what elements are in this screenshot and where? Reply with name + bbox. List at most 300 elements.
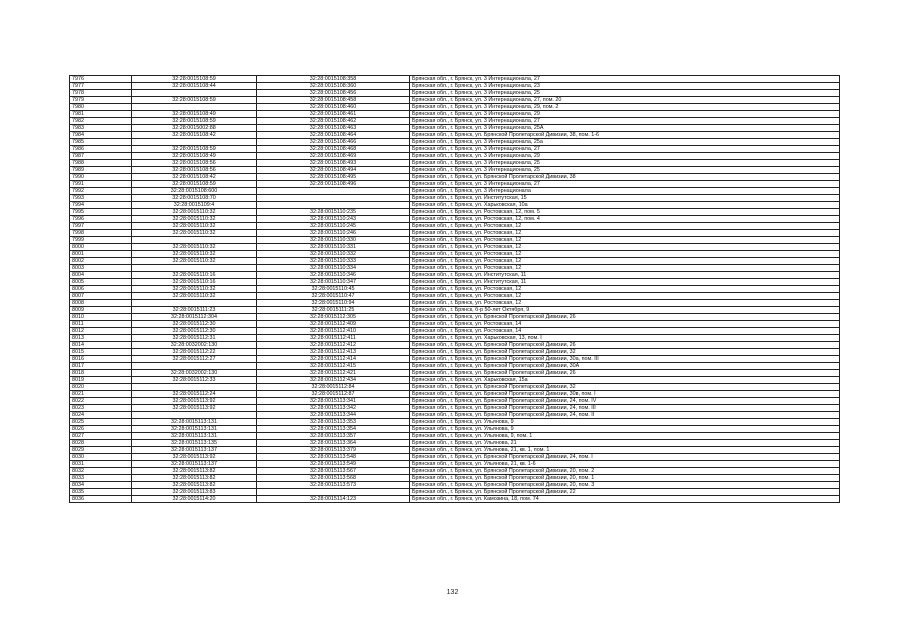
- table-row: [70, 384, 840, 391]
- land-parcel-number-cell: 32:28:0015113:131: [132, 433, 257, 440]
- land-parcel-number-cell: 32:28:0015108:59: [132, 181, 257, 188]
- land-parcel-number-cell: 32:28:0015113:137: [132, 447, 257, 454]
- address-cell: Брянская обл., г. Брянск, ул. 3 Интернационала, 23: [410, 83, 840, 90]
- table-row: [70, 195, 840, 202]
- address-cell: Брянская обл., г. Брянск, ул. Ростовская, 14: [410, 328, 840, 335]
- building-number-cell: 32:28:0015110:245: [257, 223, 410, 230]
- table-row: [70, 412, 840, 419]
- address-cell: Брянская обл., г. Брянск, ул. Ростовская, 12, пом. 5: [410, 209, 840, 216]
- table-row: [70, 244, 840, 251]
- row-number-cell: 7980: [70, 104, 132, 111]
- land-parcel-number-cell: 32:28:0015112:22: [132, 349, 257, 356]
- row-number-cell: 8030: [70, 454, 132, 461]
- building-number-cell: 32:28:0015113:379: [257, 447, 410, 454]
- building-number-cell: 32:28:0015112:412: [257, 342, 410, 349]
- row-number-cell: 7978: [70, 90, 132, 97]
- building-number-cell: 32:28:0015110:45: [257, 286, 410, 293]
- table-row: [70, 356, 840, 363]
- page-number: 132: [446, 589, 459, 596]
- land-parcel-number-cell: 32:28:0015108:44: [132, 83, 257, 90]
- building-number-cell: 32:28:0015108:496: [257, 181, 410, 188]
- row-number-cell: 8027: [70, 433, 132, 440]
- building-number-cell: 32:28:0015114:123: [257, 496, 410, 503]
- row-number-cell: 7995: [70, 209, 132, 216]
- row-number-cell: 8021: [70, 391, 132, 398]
- building-number-cell: 32:28:0015108:360: [257, 83, 410, 90]
- address-cell: Брянская обл., г. Брянск, ул. Брянской Пролетарской Дивизии, 32: [410, 384, 840, 391]
- building-number-cell: 32:28:0015108:493: [257, 160, 410, 167]
- address-cell: Брянская обл., г. Брянск, ул. 3 Интернационала, 29: [410, 153, 840, 160]
- row-number-cell: 8023: [70, 405, 132, 412]
- land-parcel-number-cell: 32:28:0032002:130: [132, 342, 257, 349]
- row-number-cell: 8032: [70, 468, 132, 475]
- row-number-cell: 7987: [70, 153, 132, 160]
- address-cell: Брянская обл., г. Брянск, ул. Ростовская, 12: [410, 237, 840, 244]
- address-cell: Брянская обл., г. Брянск, ул. Харьковская, 15а: [410, 377, 840, 384]
- address-cell: Брянская обл., г. Брянск, ул. 3 Интернационала, 29, пом. 2: [410, 104, 840, 111]
- table-row: [70, 286, 840, 293]
- land-parcel-number-cell: 32:28:0015109:4: [132, 202, 257, 209]
- building-number-cell: 32:28:0015112:410: [257, 328, 410, 335]
- table-row: [70, 489, 840, 496]
- table-row: [70, 104, 840, 111]
- building-number-cell: 32:28:0015110:333: [257, 258, 410, 265]
- row-number-cell: 8026: [70, 426, 132, 433]
- land-parcel-number-cell: [132, 265, 257, 272]
- land-parcel-number-cell: 32:28:0032002:130: [132, 370, 257, 377]
- land-parcel-number-cell: 32:28:0015110:32: [132, 230, 257, 237]
- row-number-cell: 8028: [70, 440, 132, 447]
- building-number-cell: 32:28:0015110:331: [257, 244, 410, 251]
- building-number-cell: 32:28:0015110:235: [257, 209, 410, 216]
- building-number-cell: 32:28:0015113:548: [257, 454, 410, 461]
- address-cell: Брянская обл., г. Брянск, ул. Брянской Пролетарской Дивизии, 30А: [410, 363, 840, 370]
- building-number-cell: 32:28:0015110:334: [257, 265, 410, 272]
- building-number-cell: 32:28:0015112:305: [257, 314, 410, 321]
- land-parcel-number-cell: 32:28:0015108:600: [132, 188, 257, 195]
- table-row: [70, 139, 840, 146]
- row-number-cell: 7992: [70, 188, 132, 195]
- address-cell: Брянская обл., г. Брянск, ул. Брянской Пролетарской Дивизии, 30в, пом. I: [410, 391, 840, 398]
- land-parcel-number-cell: 32:28:0015113:137: [132, 461, 257, 468]
- address-cell: Брянская обл., г. Брянск, ул. Брянской Пролетарской Дивизии, 26: [410, 342, 840, 349]
- address-cell: Брянская обл., г. Брянск, ул. Брянской Пролетарской Дивизии, 24, пом. III: [410, 405, 840, 412]
- land-parcel-number-cell: 32:28:0015110:32: [132, 251, 257, 258]
- table-row: [70, 202, 840, 209]
- building-number-cell: 32:28:0015113:353: [257, 419, 410, 426]
- table-row: [70, 181, 840, 188]
- row-number-cell: 8019: [70, 377, 132, 384]
- building-number-cell: 32:28:0015112:87: [257, 391, 410, 398]
- address-cell: Брянская обл., г. Брянск, ул. Ульянова, 9, пом. 1: [410, 433, 840, 440]
- land-parcel-number-cell: [132, 363, 257, 370]
- row-number-cell: 7984: [70, 132, 132, 139]
- building-number-cell: 32:28:0015112:415: [257, 363, 410, 370]
- address-cell: Брянская обл., г. Брянск, ул. Ростовская, 12, пом. 4: [410, 216, 840, 223]
- building-number-cell: 32:28:0015113:344: [257, 412, 410, 419]
- row-number-cell: 8011: [70, 321, 132, 328]
- building-number-cell: 32:28:0015108:495: [257, 174, 410, 181]
- row-number-cell: 7998: [70, 230, 132, 237]
- address-cell: Брянская обл., г. Брянск, ул. Институтская, 15: [410, 195, 840, 202]
- address-cell: Брянская обл., г. Брянск, ул. Ростовская, 14: [410, 321, 840, 328]
- building-number-cell: 32:28:0015108:466: [257, 139, 410, 146]
- table-row: [70, 433, 840, 440]
- building-number-cell: 32:28:0015111:25: [257, 307, 410, 314]
- land-parcel-number-cell: 32:28:0015108:59: [132, 97, 257, 104]
- building-number-cell: 32:28:0015110:246: [257, 230, 410, 237]
- row-number-cell: 8018: [70, 370, 132, 377]
- table-row: [70, 447, 840, 454]
- row-number-cell: 8033: [70, 475, 132, 482]
- address-cell: Брянская обл., г. Брянск, ул. Ростовская, 12: [410, 293, 840, 300]
- address-cell: Брянская обл., г. Брянск, ул. Ростовская, 12: [410, 286, 840, 293]
- building-number-cell: 32:28:0015110:243: [257, 216, 410, 223]
- land-parcel-number-cell: [132, 139, 257, 146]
- building-number-cell: [257, 188, 410, 195]
- land-parcel-number-cell: 32:28:0015110:32: [132, 293, 257, 300]
- table-row: [70, 300, 840, 307]
- row-number-cell: 7996: [70, 216, 132, 223]
- table-row: [70, 349, 840, 356]
- table-row: [70, 146, 840, 153]
- address-cell: Брянская обл., г. Брянск, ул. 3 Интернационала, 27: [410, 146, 840, 153]
- land-parcel-number-cell: 32:28:0015113:82: [132, 482, 257, 489]
- row-number-cell: 8034: [70, 482, 132, 489]
- building-number-cell: 32:28:0015113:573: [257, 482, 410, 489]
- table-row: [70, 167, 840, 174]
- row-number-cell: 7979: [70, 97, 132, 104]
- row-number-cell: 8016: [70, 356, 132, 363]
- table-row: [70, 307, 840, 314]
- table-row: [70, 321, 840, 328]
- address-cell: Брянская обл., г. Брянск, ул. 3 Интернационала, 25: [410, 167, 840, 174]
- table-row: [70, 440, 840, 447]
- building-number-cell: 32:28:0015113:341: [257, 398, 410, 405]
- table-row: [70, 391, 840, 398]
- land-parcel-number-cell: 32:28:0015110:32: [132, 258, 257, 265]
- table-row: [70, 335, 840, 342]
- building-number-cell: 32:28:0015108:458: [257, 97, 410, 104]
- row-number-cell: 7990: [70, 174, 132, 181]
- building-number-cell: 32:28:0015108:462: [257, 118, 410, 125]
- land-parcel-number-cell: 32:28:0015113:92: [132, 454, 257, 461]
- address-cell: Брянская обл., г. Брянск, ул. 3 Интернационала, 27: [410, 118, 840, 125]
- building-number-cell: 32:28:0015108:468: [257, 146, 410, 153]
- table-row: [70, 251, 840, 258]
- building-number-cell: 32:28:0015113:567: [257, 468, 410, 475]
- address-cell: Брянская обл., г. Брянск, ул. Брянской Пролетарской Дивизии, 24, пом. II: [410, 412, 840, 419]
- table-row: [70, 419, 840, 426]
- row-number-cell: 7988: [70, 160, 132, 167]
- row-number-cell: 7977: [70, 83, 132, 90]
- land-parcel-number-cell: [132, 384, 257, 391]
- address-cell: Брянская обл., г. Брянск, ул. Ульянова, 21, кв. 1, пом. 1: [410, 447, 840, 454]
- table-row: [70, 153, 840, 160]
- land-parcel-number-cell: 32:28:0015110:32: [132, 286, 257, 293]
- land-parcel-number-cell: [132, 412, 257, 419]
- land-parcel-number-cell: 32:28:0015110:32: [132, 244, 257, 251]
- land-parcel-number-cell: 32:28:0015108:42: [132, 132, 257, 139]
- row-number-cell: 8013: [70, 335, 132, 342]
- address-cell: Брянская обл., г. Брянск, ул. 3 Интернационала, 25А: [410, 125, 840, 132]
- row-number-cell: 8006: [70, 286, 132, 293]
- land-parcel-number-cell: 32:28:0015110:32: [132, 209, 257, 216]
- land-parcel-number-cell: [132, 104, 257, 111]
- building-number-cell: 32:28:0015110:94: [257, 300, 410, 307]
- address-cell: Брянская обл., г. Брянск, ул. 3 Интернационала, 25: [410, 160, 840, 167]
- table-row: [70, 90, 840, 97]
- table-row: [70, 426, 840, 433]
- address-cell: Брянская обл., г. Брянск, ул. Ростовская, 12: [410, 223, 840, 230]
- building-number-cell: 32:28:0015110:332: [257, 251, 410, 258]
- building-number-cell: 32:28:0015112:411: [257, 335, 410, 342]
- row-number-cell: 8014: [70, 342, 132, 349]
- address-cell: Брянская обл., г. Брянск, ул. Институтская, 11: [410, 279, 840, 286]
- building-number-cell: 32:28:0015112:434: [257, 377, 410, 384]
- address-cell: Брянская обл., г. Брянск, ул. Брянской Пролетарской Дивизии, 32: [410, 349, 840, 356]
- row-number-cell: 8012: [70, 328, 132, 335]
- building-number-cell: 32:28:0015113:549: [257, 461, 410, 468]
- land-parcel-number-cell: [132, 90, 257, 97]
- building-number-cell: 32:28:0015112:421: [257, 370, 410, 377]
- land-parcel-number-cell: 32:28:0015112:33: [132, 377, 257, 384]
- address-cell: Брянская обл., г. Брянск, ул. Брянской Пролетарской Дивизии, 24, пом. IV: [410, 398, 840, 405]
- row-number-cell: 8017: [70, 363, 132, 370]
- table-row: [70, 97, 840, 104]
- address-cell: Брянская обл., г. Брянск, б-р 50-лет Октября, 9: [410, 307, 840, 314]
- table-row: [70, 188, 840, 195]
- building-number-cell: 32:28:0015112:413: [257, 349, 410, 356]
- building-number-cell: 32:28:0015108:494: [257, 167, 410, 174]
- land-parcel-number-cell: 32:28:0015108:49: [132, 153, 257, 160]
- land-parcel-number-cell: 32:28:0015002:88: [132, 125, 257, 132]
- address-cell: Брянская обл., г. Брянск, ул. Брянской Пролетарской Дивизии, 20, пом. 1: [410, 475, 840, 482]
- row-number-cell: 8000: [70, 244, 132, 251]
- row-number-cell: 8007: [70, 293, 132, 300]
- land-parcel-number-cell: 32:28:0015113:135: [132, 440, 257, 447]
- building-number-cell: 32:28:0015113:568: [257, 475, 410, 482]
- building-number-cell: 32:28:0015108:456: [257, 90, 410, 97]
- building-number-cell: [257, 195, 410, 202]
- row-number-cell: 7983: [70, 125, 132, 132]
- table-row: [70, 461, 840, 468]
- row-number-cell: 7999: [70, 237, 132, 244]
- table-row: [70, 272, 840, 279]
- address-cell: Брянская обл., г. Брянск, ул. 3 Интернационала, 27: [410, 76, 840, 83]
- address-cell: Брянская обл., г. Брянск, ул. Ульянова, 21: [410, 440, 840, 447]
- address-cell: Брянская обл., г. Брянск, ул. 3 Интернационала: [410, 188, 840, 195]
- land-parcel-number-cell: 32:28:0015112:24: [132, 391, 257, 398]
- land-parcel-number-cell: 32:28:0015114:20: [132, 496, 257, 503]
- building-number-cell: 32:28:0015113:357: [257, 433, 410, 440]
- address-cell: Брянская обл., г. Брянск, ул. Ростовская, 12: [410, 230, 840, 237]
- table-body: [70, 76, 840, 503]
- table-row: [70, 265, 840, 272]
- building-number-cell: 32:28:0015110:47: [257, 293, 410, 300]
- land-parcel-number-cell: [132, 237, 257, 244]
- row-number-cell: 8015: [70, 349, 132, 356]
- table-row: [70, 223, 840, 230]
- address-cell: Брянская обл., г. Брянск, ул. Ростовская, 12: [410, 244, 840, 251]
- land-parcel-number-cell: 32:28:0015108:59: [132, 76, 257, 83]
- address-cell: Брянская обл., г. Брянск, ул. 3 Интернационала, 27, пом. 20: [410, 97, 840, 104]
- land-parcel-number-cell: 32:28:0015113:92: [132, 405, 257, 412]
- building-number-cell: 32:28:0015112:84: [257, 384, 410, 391]
- address-cell: Брянская обл., г. Брянск, ул. Харьковская, 10а: [410, 202, 840, 209]
- address-cell: Брянская обл., г. Брянск, ул. 3 Интернационала, 27: [410, 181, 840, 188]
- address-cell: Брянская обл., г. Брянск, ул. Брянской Пролетарской Дивизии, 26: [410, 314, 840, 321]
- building-number-cell: 32:28:0015113:364: [257, 440, 410, 447]
- row-number-cell: 8024: [70, 412, 132, 419]
- building-number-cell: [257, 202, 410, 209]
- land-parcel-number-cell: 32:28:0015113:82: [132, 468, 257, 475]
- land-parcel-number-cell: 32:28:0015113:92: [132, 398, 257, 405]
- address-cell: Брянская обл., г. Брянск, ул. Брянской Пролетарской Дивизии, 20, пом. 2: [410, 468, 840, 475]
- row-number-cell: 8003: [70, 265, 132, 272]
- table-row: [70, 328, 840, 335]
- building-number-cell: 32:28:0015110:330: [257, 237, 410, 244]
- address-cell: Брянская обл., г. Брянск, ул. Брянской Пролетарской Дивизии, 22: [410, 489, 840, 496]
- land-parcel-number-cell: 32:28:0015111:23: [132, 307, 257, 314]
- table-row: [70, 83, 840, 90]
- row-number-cell: 8025: [70, 419, 132, 426]
- row-number-cell: 8010: [70, 314, 132, 321]
- row-number-cell: 7991: [70, 181, 132, 188]
- land-parcel-number-cell: 32:28:0015110:16: [132, 272, 257, 279]
- table-row: [70, 496, 840, 503]
- row-number-cell: 7997: [70, 223, 132, 230]
- table-row: [70, 230, 840, 237]
- building-number-cell: 32:28:0015113:342: [257, 405, 410, 412]
- building-number-cell: 32:28:0015108:464: [257, 132, 410, 139]
- address-cell: Брянская обл., г. Брянск, ул. Брянской Пролетарской Дивизии, 38, пом. 1-6: [410, 132, 840, 139]
- table-row: [70, 160, 840, 167]
- table-row: [70, 174, 840, 181]
- land-parcel-number-cell: 32:28:0015108:59: [132, 146, 257, 153]
- land-parcel-number-cell: 32:28:0015110:32: [132, 223, 257, 230]
- address-cell: Брянская обл., г. Брянск, ул. Ростовская, 12: [410, 265, 840, 272]
- row-number-cell: 7976: [70, 76, 132, 83]
- land-parcel-number-cell: 32:28:0015108:56: [132, 160, 257, 167]
- address-cell: Брянская обл., г. Брянск, ул. 3 Интернационала, 25: [410, 90, 840, 97]
- building-number-cell: [257, 489, 410, 496]
- address-cell: Брянская обл., г. Брянск, ул. 3 Интернационала, 25а: [410, 139, 840, 146]
- address-cell: Брянская обл., г. Брянск, ул. Брянской Пролетарской Дивизии, 20, пом. 3: [410, 482, 840, 489]
- land-parcel-number-cell: 32:28:0015110:16: [132, 279, 257, 286]
- address-cell: Брянская обл., г. Брянск, ул. Ростовская, 12: [410, 258, 840, 265]
- property-register-table: [69, 75, 840, 503]
- address-cell: Брянская обл., г. Брянск, ул. Камозина, 18, пом. 74: [410, 496, 840, 503]
- table-row: [70, 377, 840, 384]
- address-cell: Брянская обл., г. Брянск, ул. Ульянова, 21, кв. 1-6: [410, 461, 840, 468]
- row-number-cell: 8020: [70, 384, 132, 391]
- row-number-cell: 8004: [70, 272, 132, 279]
- table-row: [70, 454, 840, 461]
- land-parcel-number-cell: 32:28:0015108:70: [132, 195, 257, 202]
- row-number-cell: 7994: [70, 202, 132, 209]
- building-number-cell: 32:28:0015110:346: [257, 272, 410, 279]
- table-row: [70, 125, 840, 132]
- land-parcel-number-cell: 32:28:0015108:42: [132, 174, 257, 181]
- row-number-cell: 7989: [70, 167, 132, 174]
- land-parcel-number-cell: 32:28:0015108:49: [132, 111, 257, 118]
- address-cell: Брянская обл., г. Брянск, ул. Ульянова, 9: [410, 419, 840, 426]
- building-number-cell: 32:28:0015113:354: [257, 426, 410, 433]
- address-cell: Брянская обл., г. Брянск, ул. Ульянова, 9: [410, 426, 840, 433]
- land-parcel-number-cell: 32:28:0015110:32: [132, 216, 257, 223]
- address-cell: Брянская обл., г. Брянск, ул. Брянской Пролетарской Дивизии, 38: [410, 174, 840, 181]
- row-number-cell: 8029: [70, 447, 132, 454]
- table-row: [70, 342, 840, 349]
- address-cell: Брянская обл., г. Брянск, ул. Харьковская, 13, пом. I: [410, 335, 840, 342]
- table-row: [70, 314, 840, 321]
- land-parcel-number-cell: [132, 300, 257, 307]
- row-number-cell: 8036: [70, 496, 132, 503]
- row-number-cell: 8008: [70, 300, 132, 307]
- table-row: [70, 209, 840, 216]
- address-cell: Брянская обл., г. Брянск, ул. Брянской Пролетарской Дивизии, 30а, пом. III: [410, 356, 840, 363]
- row-number-cell: 8005: [70, 279, 132, 286]
- row-number-cell: 8001: [70, 251, 132, 258]
- land-parcel-number-cell: 32:28:0015112:27: [132, 356, 257, 363]
- table-row: [70, 468, 840, 475]
- table-row: [70, 405, 840, 412]
- address-cell: Брянская обл., г. Брянск, ул. Брянской Пролетарской Дивизии, 26: [410, 370, 840, 377]
- table-row: [70, 293, 840, 300]
- address-cell: Брянская обл., г. Брянск, ул. Институтская, 11: [410, 272, 840, 279]
- address-cell: Брянская обл., г. Брянск, ул. 3 Интернационала, 29: [410, 111, 840, 118]
- table-row: [70, 258, 840, 265]
- land-parcel-number-cell: 32:28:0015112:30: [132, 328, 257, 335]
- row-number-cell: 8022: [70, 398, 132, 405]
- building-number-cell: 32:28:0015110:347: [257, 279, 410, 286]
- land-parcel-number-cell: 32:28:0015113:82: [132, 475, 257, 482]
- table-row: [70, 475, 840, 482]
- table-row: [70, 118, 840, 125]
- row-number-cell: 7981: [70, 111, 132, 118]
- row-number-cell: 7993: [70, 195, 132, 202]
- building-number-cell: 32:28:0015108:461: [257, 111, 410, 118]
- table-row: [70, 216, 840, 223]
- table-row: [70, 279, 840, 286]
- land-parcel-number-cell: 32:28:0015112:30: [132, 321, 257, 328]
- address-cell: Брянская обл., г. Брянск, ул. Ростовская, 12: [410, 251, 840, 258]
- building-number-cell: 32:28:0015108:358: [257, 76, 410, 83]
- building-number-cell: 32:28:0015108:460: [257, 104, 410, 111]
- row-number-cell: 8031: [70, 461, 132, 468]
- land-parcel-number-cell: 32:28:0015113:131: [132, 426, 257, 433]
- table-row: [70, 482, 840, 489]
- land-parcel-number-cell: 32:28:0015113:131: [132, 419, 257, 426]
- table-row: [70, 398, 840, 405]
- table-row: [70, 363, 840, 370]
- land-parcel-number-cell: 32:28:0015112:31: [132, 335, 257, 342]
- row-number-cell: 8009: [70, 307, 132, 314]
- land-parcel-number-cell: 32:28:0015108:56: [132, 167, 257, 174]
- building-number-cell: 32:28:0015108:463: [257, 125, 410, 132]
- table-row: [70, 370, 840, 377]
- row-number-cell: 7986: [70, 146, 132, 153]
- register-sheet: [69, 75, 839, 503]
- building-number-cell: 32:28:0015112:409: [257, 321, 410, 328]
- table-row: [70, 76, 840, 83]
- row-number-cell: 7985: [70, 139, 132, 146]
- table-row: [70, 111, 840, 118]
- land-parcel-number-cell: 32:28:0015112:304: [132, 314, 257, 321]
- row-number-cell: 7982: [70, 118, 132, 125]
- table-row: [70, 237, 840, 244]
